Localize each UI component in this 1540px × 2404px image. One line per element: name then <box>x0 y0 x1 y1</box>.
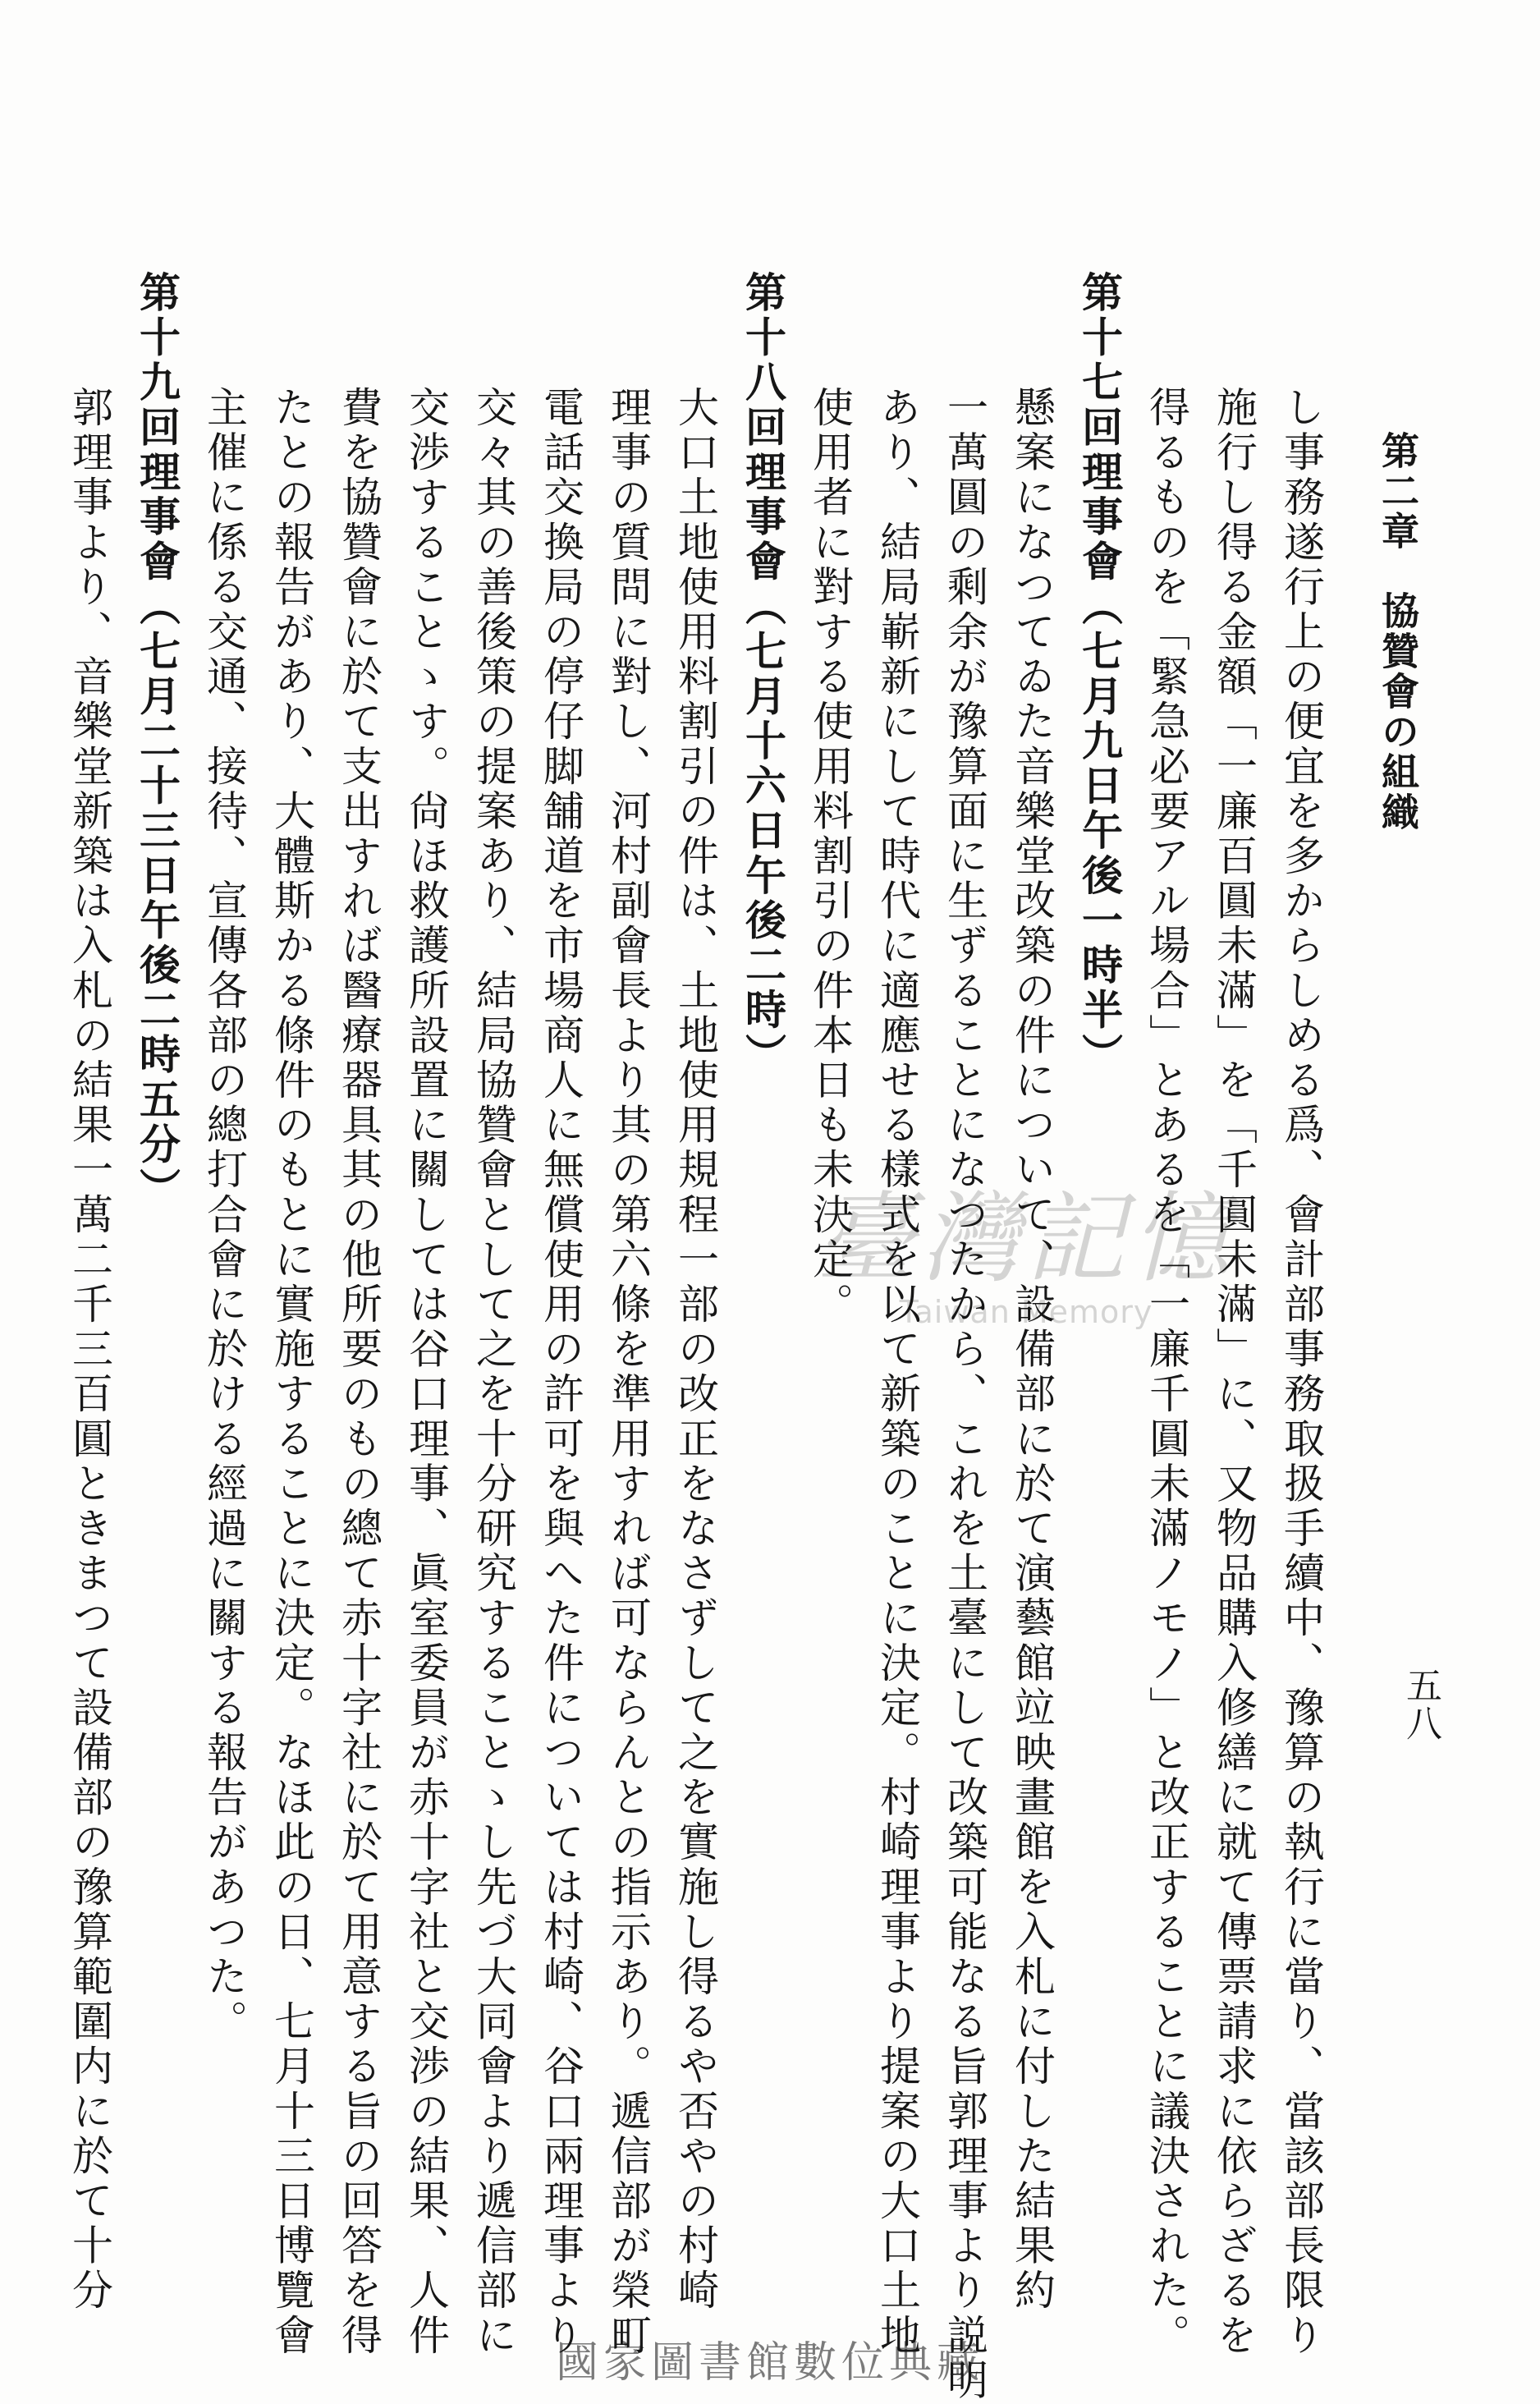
text-line: 主催に係る交通、接待、宣傳各部の總打合會に於ける經過に關する報告があつた。 <box>200 386 248 2045</box>
text-line: 大口土地使用料割引の件は、土地使用規程一部の改正をなさずして之を實施し得るや否やの村崎 <box>671 386 719 2314</box>
section-heading: 第十九回理事會（七月二十三日午後二時五分） <box>133 271 181 1213</box>
running-header <box>1376 431 1420 833</box>
text-line: たとの報告があり、大體斯かる條件のもとに實施することに決定。なほ此の日、七月十三日博覽會 <box>268 386 315 2359</box>
text-line: 電話交換局の停仔脚舗道を市場商人に無償使用の許可を與へた件については村崎、谷口兩理事より <box>537 386 584 2359</box>
text-line: 理事の質問に對し、河村副會長より其の第六條を準用すれば可ならんとの指示あり。遞信部が榮町 <box>604 386 652 2359</box>
section-title: 協贊會の組織 <box>1376 591 1420 833</box>
watermark-subtitle: Taiwan Memory <box>899 1294 1153 1330</box>
text-line: あり、結局嶄新にして時代に適應せる樣式を以て新築のことに決定。村崎理事より提案の大口土地 <box>873 386 921 2359</box>
section-heading: 第十八回理事會（七月十六日午後二時） <box>739 271 786 1078</box>
text-line: 得るものを「緊急必要アル場合」とあるを「一廉千圓未滿ノモノ」と改正することに議決された。 <box>1143 386 1190 2359</box>
watermark-title: 臺灣記憶 <box>816 1182 1236 1296</box>
text-line: 使用者に對する使用料割引の件本日も未決定。 <box>806 386 854 1328</box>
footer-archive-label: 國家圖書館數位典藏 <box>555 2338 984 2388</box>
text-line: 施行し得る金額「一廉百圓未滿」を「千圓未滿」に、又物品購入修繕に就て傳票請求に依らざるを <box>1210 386 1258 2359</box>
text-line: 懸案になつてゐた音樂堂改築の件について、設備部に於て演藝館竝映畫館を入札に付した結果約 <box>1008 386 1056 2314</box>
chapter-label: 第二章 <box>1376 431 1420 552</box>
text-line: 郭理事より、音樂堂新築は入札の結果一萬二千三百圓ときまつて設備部の豫算範圍内に於て十分 <box>66 386 113 2314</box>
text-line: 交々其の善後策の提案あり、結局協贊會として之を十分研究することゝし先づ大同會より遞信部に <box>470 386 517 2359</box>
text-line: 費を協贊會に於て支出すれば醫療器具其の他所要のもの總て赤十字社に於て用意する旨の回答を得 <box>335 386 383 2359</box>
page-number: 五八 <box>1400 1667 1441 1742</box>
text-line: し事務遂行上の便宜を多からしめる爲、會計部事務取扱手續中、豫算の執行に當り、當該部長限り <box>1277 386 1325 2359</box>
text-line: 交渉することゝす。尙ほ救護所設置に關しては谷口理事、眞室委員が赤十字社と交渉の結果、人件 <box>402 386 450 2359</box>
section-heading: 第十七回理事會（七月九日午後一時半） <box>1075 271 1123 1078</box>
text-line: 一萬圓の剩余が豫算面に生ずることになつたから、これを土臺にして改築可能なる旨郭理事より説明 <box>941 386 988 2403</box>
